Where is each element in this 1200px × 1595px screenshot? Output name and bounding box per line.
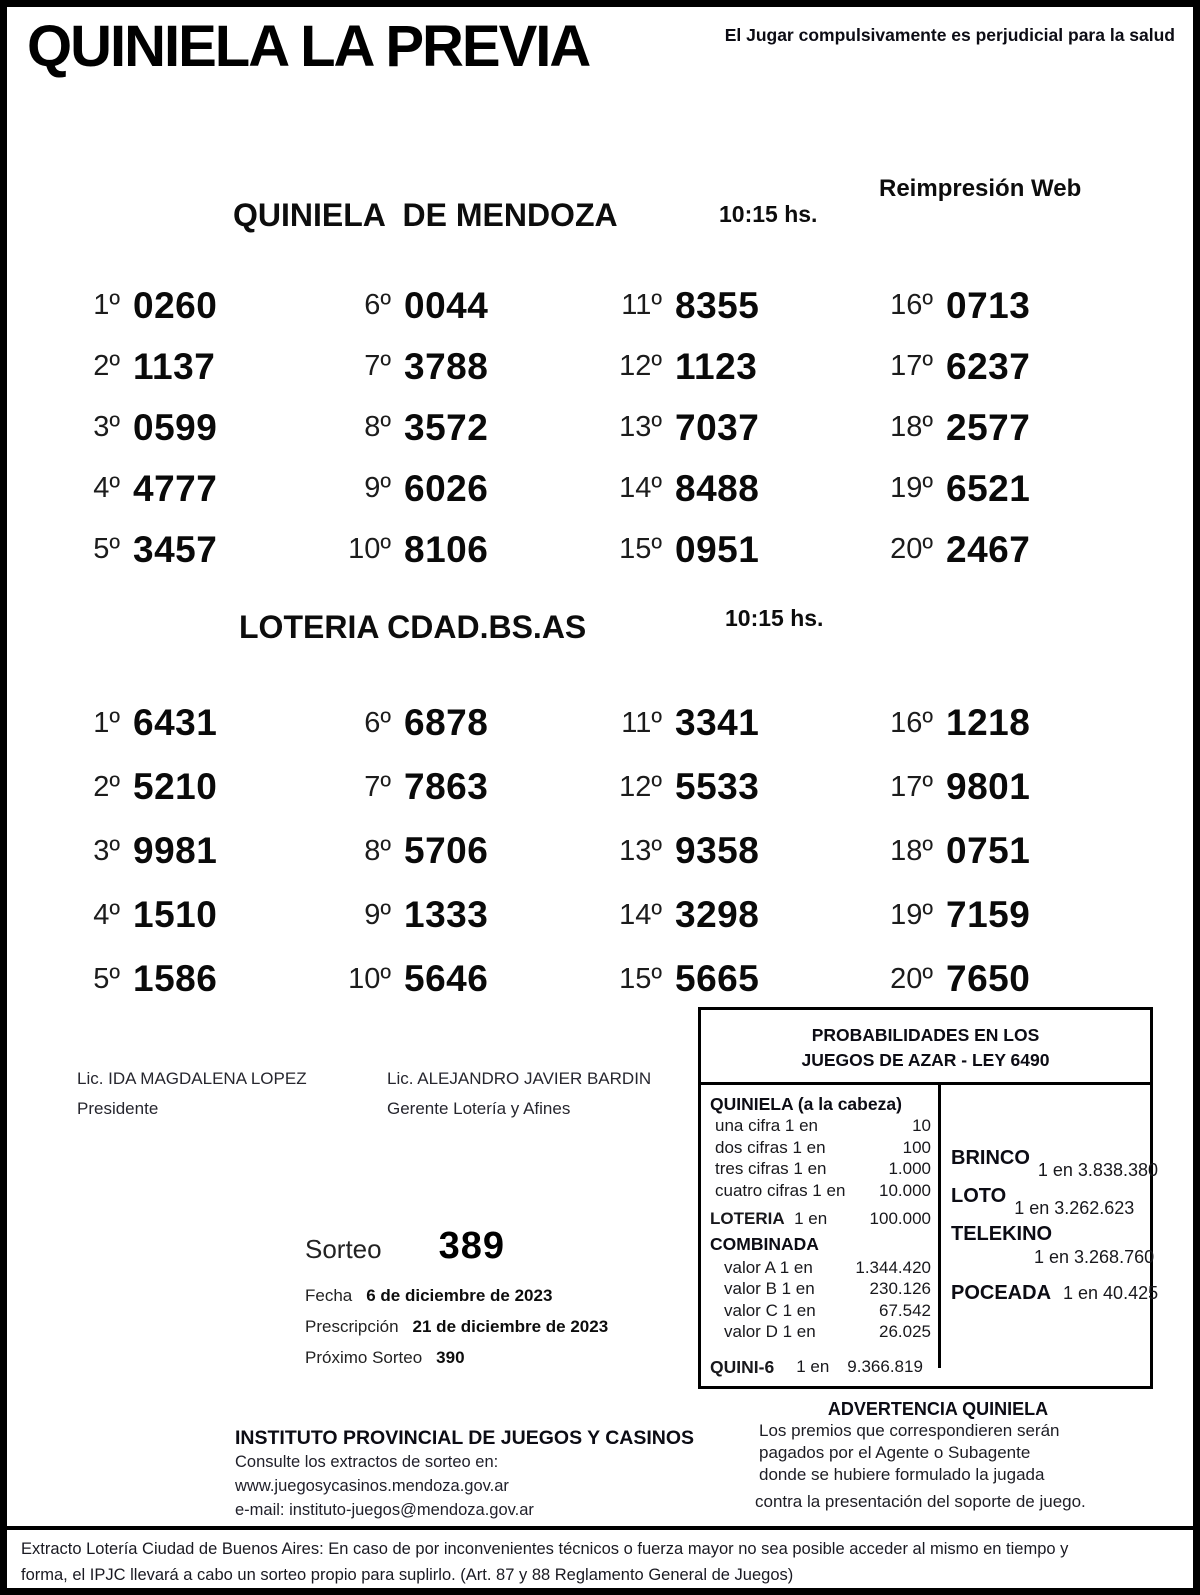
result-number: 5533 [675,766,760,807]
advertencia-title: ADVERTENCIA QUINIELA [827,1399,1049,1419]
result-number: 3298 [675,894,760,935]
result-number: 5646 [404,958,489,999]
result-number: 0751 [946,830,1031,871]
sorteo-number: 389 [438,1225,506,1267]
probability-row [710,1278,931,1300]
result-cell [875,336,1146,397]
result-position: 18º [890,834,933,867]
signature-role: Gerente Lotería y Afines [387,1099,571,1118]
result-cell [875,947,1146,1011]
result-position: 13º [619,834,662,867]
result-number: 9981 [133,830,218,871]
result-cell [875,519,1146,580]
probability-row [710,1321,931,1343]
result-cell [333,691,604,755]
result-number: 1218 [946,702,1031,743]
result-position: 2º [93,770,120,803]
reprint-web-label: Reimpresión Web [879,175,1082,202]
loteria-odds-value: 100.000 [869,1209,931,1228]
result-cell [875,755,1146,819]
result-cell [333,883,604,947]
probability-label: valor C 1 en [724,1300,816,1320]
probabilities-right-column [941,1085,1164,1368]
quini6-odds-row [710,1356,931,1378]
result-cell [62,458,333,519]
signature-presidente [77,1069,307,1119]
result-cell [875,275,1146,336]
probabilities-box [698,1007,1159,1389]
probability-row [710,1257,931,1279]
result-position: 16º [890,289,933,321]
result-cell [604,275,875,336]
probability-value: 1.344.420 [855,1257,931,1277]
result-number: 7863 [404,766,489,807]
probabilities-title [701,1010,1150,1085]
result-cell [62,336,333,397]
result-cell [333,947,604,1011]
result-cell [333,519,604,580]
result-position: 9º [364,898,391,931]
instituto-title: INSTITUTO PROVINCIAL DE JUEGOS Y CASINOS [235,1427,695,1449]
result-position: 19º [890,472,933,504]
result-position: 10º [348,962,391,995]
result-cell [875,883,1146,947]
result-number: 1333 [404,894,489,935]
result-number: 1137 [133,345,216,387]
result-position: 17º [890,350,933,382]
footer-note [7,1526,1193,1588]
result-number: 3788 [404,345,489,387]
probability-row [710,1180,931,1202]
result-number: 6237 [946,345,1031,387]
probability-value: 10 [912,1116,931,1135]
result-position: 13º [619,411,662,443]
quiniela-odds-rows [710,1115,931,1201]
page-title: QUINIELA LA PREVIA [27,14,590,79]
result-position: 11º [621,706,662,739]
footer-line: Extracto Lotería Ciudad de Buenos Aires: En caso de por inconvenientes técnicos o fuerza mayor no sea posible acceder al mismo en tiempo y [21,1540,1069,1558]
poceada-odds [951,1282,1158,1305]
result-position: 15º [619,533,662,565]
brinco-value: 1 en 3.838.380 [1037,1160,1159,1180]
result-position: 4º [93,472,120,504]
result-number: 5210 [133,766,218,807]
signature-name: Lic. IDA MAGDALENA LOPEZ [77,1069,307,1088]
result-cell [333,458,604,519]
probability-value: 10.000 [879,1180,931,1200]
result-position: 6º [364,706,391,739]
result-position: 5º [93,962,120,995]
probability-row [710,1137,931,1159]
probabilities-title-line1: PROBABILIDADES EN LOS [811,1025,1040,1045]
result-number: 7037 [675,406,760,448]
section-time-loteria: 10:15 hs. [725,605,824,631]
result-number: 0713 [946,284,1031,326]
advertencia-line: contra la presentación del soporte de juego. [755,1492,1086,1511]
result-cell [62,947,333,1011]
probability-label: dos cifras 1 en [715,1137,826,1157]
probability-label: tres cifras 1 en [715,1159,827,1178]
result-number: 2577 [946,406,1031,448]
loto-value: 1 en 3.262.623 [1014,1198,1135,1218]
result-position: 20º [890,533,933,565]
result-number: 7650 [946,958,1031,999]
loteria-odds-label: LOTERIA [710,1209,785,1228]
result-cell [62,819,333,883]
result-position: 9º [364,472,391,504]
result-cell [604,336,875,397]
result-position: 18º [890,411,933,443]
probability-label: cuatro cifras 1 en [715,1180,846,1200]
result-cell [62,275,333,336]
results-grid-loteria [62,691,1154,1011]
result-number: 3341 [675,702,760,743]
result-position: 6º [364,289,391,321]
result-number: 9358 [675,830,760,871]
section-time-mendoza: 10:15 hs. [719,201,818,227]
result-position: 10º [348,533,391,565]
result-cell [62,519,333,580]
result-number: 6521 [946,467,1031,509]
quini6-mid: 1 en [796,1356,830,1376]
footer-line: forma, el IPJC llevará a cabo un sorteo propio para suplirlo. (Art. 87 y 88 Reglamento General de Juegos) [21,1566,794,1584]
result-number: 8106 [404,528,489,570]
probability-value: 26.025 [879,1322,931,1341]
telekino-label: TELEKINO [951,1223,1053,1245]
probability-row [710,1300,931,1322]
result-position: 14º [619,472,662,504]
result-position: 8º [364,834,391,867]
probabilities-left-column [701,1085,941,1377]
result-number: 9801 [946,766,1031,807]
result-position: 20º [890,962,933,995]
result-number: 3572 [404,406,489,448]
result-position: 1º [93,289,120,321]
result-position: 5º [93,533,120,565]
result-number: 0044 [404,284,489,326]
result-position: 3º [93,834,120,867]
combinada-header: COMBINADA [710,1233,819,1254]
prescripcion-label: Prescripción [305,1317,399,1336]
result-position: 7º [364,770,391,803]
loteria-odds-row [710,1208,931,1230]
results-grid-mendoza [62,275,1154,580]
sorteo-label: Sorteo [305,1234,382,1264]
loteria-odds-mid: 1 en [794,1209,828,1228]
result-number: 6026 [404,467,489,509]
result-position: 15º [619,962,662,995]
result-cell [604,397,875,458]
instituto-block [235,1427,715,1522]
result-number: 6878 [404,702,489,743]
signature-role: Presidente [77,1099,159,1118]
result-cell [604,458,875,519]
result-position: 4º [93,898,120,931]
loto-label: LOTO [951,1185,1007,1207]
quini6-label: QUINI-6 [710,1356,775,1377]
result-position: 19º [890,898,933,931]
result-position: 7º [364,350,391,382]
proximo-sorteo-label: Próximo Sorteo [305,1348,423,1367]
result-position: 14º [619,898,662,931]
probability-row [710,1115,931,1137]
result-cell [333,397,604,458]
result-number: 2467 [946,528,1031,570]
result-position: 3º [93,411,120,443]
fecha-label: Fecha [305,1286,353,1305]
probability-label: una cifra 1 en [715,1116,819,1135]
instituto-website: www.juegosycasinos.mendoza.gov.ar [235,1477,509,1495]
result-cell [604,519,875,580]
result-cell [604,883,875,947]
result-position: 8º [364,411,391,443]
advertencia-line: pagados por el Agente o Subagente [759,1443,1031,1462]
result-cell [604,755,875,819]
result-cell [875,458,1146,519]
result-number: 7159 [946,894,1031,935]
result-number: 3457 [133,528,218,570]
health-warning-text: El Jugar compulsivamente es perjudicial para la salud [724,25,1175,45]
result-number: 5706 [404,830,489,871]
result-cell [604,691,875,755]
result-cell [333,336,604,397]
probability-label: valor D 1 en [724,1322,816,1341]
result-number: 8488 [675,467,760,509]
result-number: 8355 [675,284,760,326]
advertencia-line: donde se hubiere formulado la jugada [759,1465,1045,1484]
result-number: 0599 [133,406,218,448]
result-number: 6431 [133,702,218,743]
proximo-sorteo-value: 390 [436,1348,465,1367]
quini6-value: 9.366.819 [847,1356,923,1376]
probability-value: 1.000 [888,1159,931,1178]
result-cell [604,819,875,883]
section-title-loteria: LOTERIA CDAD.BS.AS [239,609,587,645]
result-cell [62,755,333,819]
prescripcion-value: 21 de diciembre de 2023 [412,1317,609,1336]
probability-row [710,1158,931,1180]
result-position: 16º [890,706,933,739]
advertencia-line: Los premios que correspondieren serán [759,1421,1060,1440]
signature-gerente [387,1069,651,1119]
result-number: 1586 [133,958,218,999]
result-cell [875,691,1146,755]
fecha-value: 6 de diciembre de 2023 [366,1286,553,1305]
result-position: 17º [890,770,933,803]
section-title-mendoza: QUINIELA DE MENDOZA [233,197,618,233]
result-position: 12º [619,350,662,382]
signature-name: Lic. ALEJANDRO JAVIER BARDIN [387,1069,652,1088]
result-cell [875,819,1146,883]
result-number: 1510 [133,894,218,935]
result-number: 0951 [675,528,760,570]
combinada-odds-rows [710,1257,931,1343]
probabilities-title-line2: JUEGOS DE AZAR - LEY 6490 [801,1050,1050,1070]
brinco-label: BRINCO [951,1147,1030,1169]
result-cell [62,691,333,755]
result-position: 1º [93,706,120,739]
brinco-odds [951,1147,1158,1181]
result-cell [875,397,1146,458]
result-cell [62,883,333,947]
probability-value: 67.542 [879,1300,931,1320]
result-cell [333,755,604,819]
instituto-consulte-line: Consulte los extractos de sorteo en: [235,1453,499,1471]
telekino-value: 1 en 3.268.760 [1033,1247,1155,1267]
probability-label: valor A 1 en [724,1257,813,1277]
result-number: 1123 [675,345,758,387]
quiniela-header: QUINIELA (a la cabeza) [710,1094,902,1114]
result-position: 12º [619,770,662,803]
result-cell [333,275,604,336]
result-cell [62,397,333,458]
result-number: 5665 [675,958,760,999]
loto-odds [951,1185,1158,1219]
result-cell [604,947,875,1011]
instituto-email: e-mail: instituto-juegos@mendoza.gov.ar [235,1501,534,1519]
result-number: 4777 [133,467,218,509]
probability-value: 100 [902,1137,931,1157]
poceada-value: 1 en 40.425 [1063,1283,1159,1303]
result-position: 2º [93,350,120,382]
probability-value: 230.126 [869,1279,931,1298]
draw-info [305,1225,705,1373]
probability-label: valor B 1 en [724,1279,815,1298]
result-number: 0260 [133,284,218,326]
result-cell [333,819,604,883]
poceada-label: POCEADA [951,1282,1052,1304]
result-position: 11º [621,289,662,321]
telekino-odds [951,1223,1158,1268]
advertencia-quiniela [707,1399,1169,1513]
